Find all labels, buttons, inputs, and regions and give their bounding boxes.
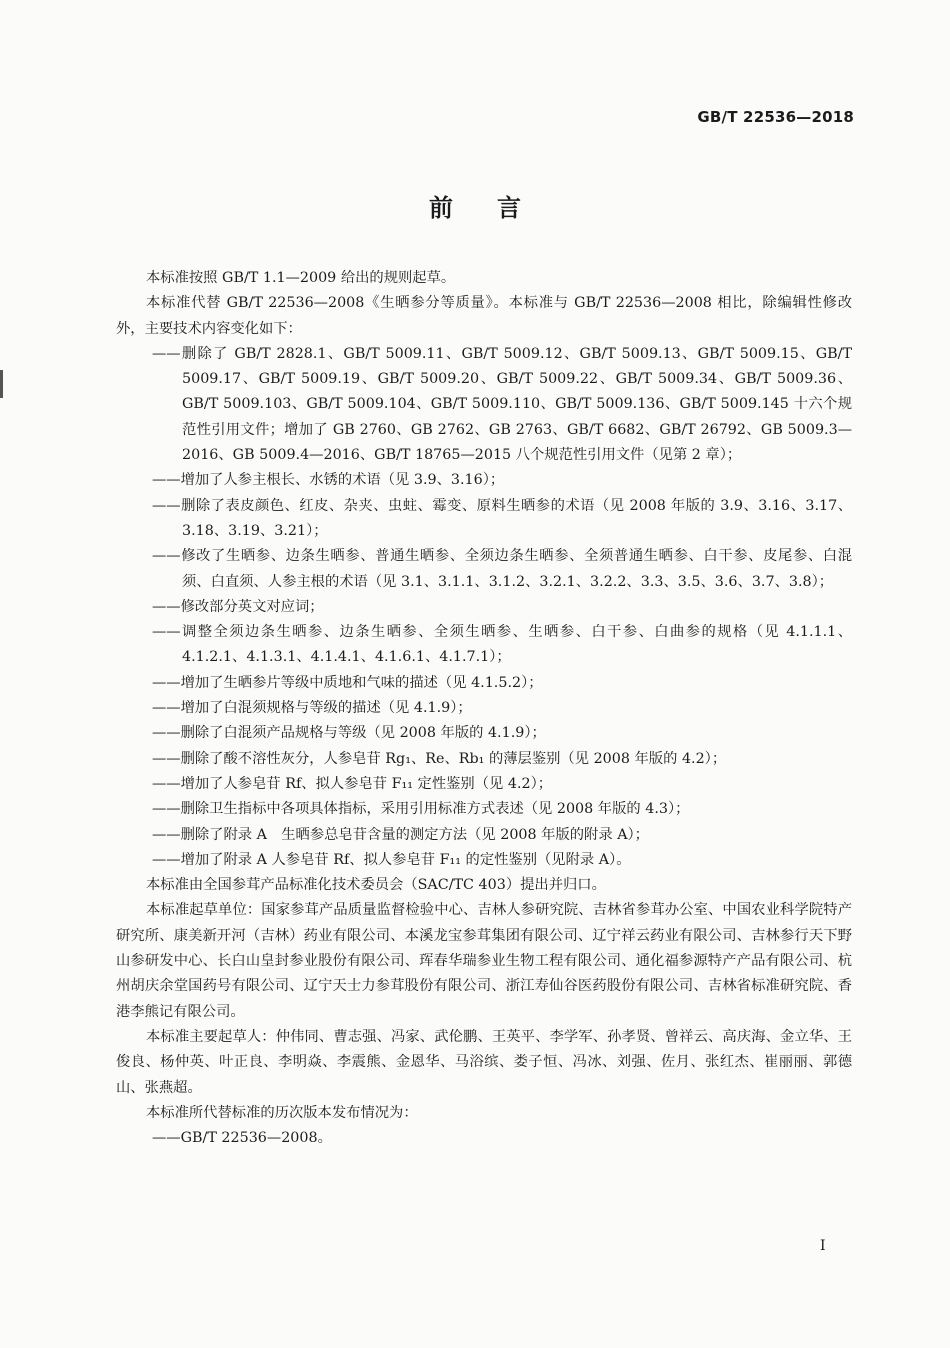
paragraph-drafting-rules: 本标准按照 GB/T 1.1—2009 给出的规则起草。: [146, 270, 456, 286]
change-item: ——增加了附录 A 人参皂苷 Rf、拟人参皂苷 F₁₁ 的定性鉴别（见附录 A）。: [152, 851, 631, 868]
change-item: ——修改部分英文对应词；: [152, 598, 324, 615]
history-item: ——GB/T 22536—2008。: [152, 1130, 332, 1147]
change-item: ——调整全须边条生晒参、边条生晒参、全须生晒参、生晒参、白干参、白曲参的规格（见 4.1.1.1、4.1.2.1、4.1.3.1、4.1.4.1、4.1.6.1、4.1.7.1）；: [152, 624, 852, 666]
scan-edge-mark: [0, 370, 3, 398]
paragraph-drafters: 本标准主要起草人：仲伟同、曹志强、冯家、武伦鹏、王英平、李学军、孙孝贤、曾祥云、高庆海、金立华、王俊良、杨仲英、叶正良、李明焱、李震熊、金恩华、马浴缤、娄子恒、冯冰、刘强、佐月、张红杰、崔丽丽、郭德山、张燕超。: [116, 1028, 852, 1096]
page-title: 前言: [429, 194, 565, 222]
change-item: ——修改了生晒参、边条生晒参、普通生晒参、全须边条生晒参、全须普通生晒参、白干参、皮尾参、白混须、白直须、人参主根的术语（见 3.1、3.1.1、3.1.2、3.2.1、3.2.2、3.3、3.5、3.6、3.7、3.8）；: [152, 548, 852, 590]
paragraph-history: 本标准所代替标准的历次版本发布情况为：: [146, 1104, 418, 1121]
paragraph-replacement: 本标准代替 GB/T 22536—2008《生晒参分等质量》。本标准与 GB/T 22536—2008 相比，除编辑性修改外，主要技术内容变化如下：: [116, 295, 852, 337]
paragraph-proposer: 本标准由全国参茸产品标准化技术委员会（SAC/TC 403）提出并归口。: [146, 877, 606, 894]
foreword-body: [116, 266, 852, 1151]
change-item: ——删除了白混须产品规格与等级（见 2008 年版的 4.1.9）；: [152, 725, 546, 742]
change-item: ——删除了附录 A 生晒参总皂苷含量的测定方法（见 2008 年版的附录 A）；: [152, 826, 649, 843]
change-item: ——增加了白混须规格与等级的描述（见 4.1.9）；: [152, 700, 472, 717]
change-item: ——删除卫生指标中各项具体指标，采用引用标准方式表述（见 2008 年版的 4.3）；: [152, 801, 690, 818]
change-item: ——增加了生晒参片等级中质地和气味的描述（见 4.1.5.2）；: [152, 674, 543, 691]
standard-id: GB/T 22536—2018: [697, 108, 854, 126]
page-number: I: [820, 1238, 826, 1254]
change-item: ——增加了人参主根长、水锈的术语（见 3.9、3.16）；: [152, 472, 505, 489]
change-item: ——删除了酸不溶性灰分，人参皂苷 Rg₁、Re、Rb₁ 的薄层鉴别（见 2008 年版的 4.2）；: [152, 750, 727, 767]
change-item: ——增加了人参皂苷 Rf、拟人参皂苷 F₁₁ 定性鉴别（见 4.2）；: [152, 775, 553, 792]
change-item: ——删除了表皮颜色、红皮、杂夹、虫蛀、霉变、原料生晒参的术语（见 2008 年版的 3.9、3.16、3.17、3.18、3.19、3.21）；: [152, 497, 852, 539]
change-item: ——删除了 GB/T 2828.1、GB/T 5009.11、GB/T 5009.12、GB/T 5009.13、GB/T 5009.15、GB/T 5009.17、GB/T 5009.19、GB/T 5009.20、GB/T 5009.22、GB/T 5009.34、GB/T 5009.36、GB/T 5009.103、GB/T 5009.104、GB/T 5009.110、GB/T 5009.136、GB/T 5009.145 十六个规范性引用文件；增加了 GB 2760、GB 2762、GB 2763、GB/T 6682、GB/T 26792、GB 5009.3—2016、GB 5009.4—2016、GB/T 18765—2015 八个规范性引用文件（见第 2 章）；: [152, 345, 852, 464]
paragraph-drafting-units: 本标准起草单位：国家参茸产品质量监督检验中心、吉林人参研究院、吉林省参茸办公室、中国农业科学院特产研究所、康美新开河（吉林）药业有限公司、本溪龙宝参茸集团有限公司、辽宁祥云药业有限公司、吉林参行天下野山参研发中心、长白山皇封参业股份有限公司、珲春华瑞参业生物工程有限公司、通化福参源特产产品有限公司、杭州胡庆余堂国药号有限公司、辽宁天士力参茸股份有限公司、浙江寿仙谷医药股份有限公司、吉林省标准研究院、香港李熊记有限公司。: [116, 902, 852, 1020]
